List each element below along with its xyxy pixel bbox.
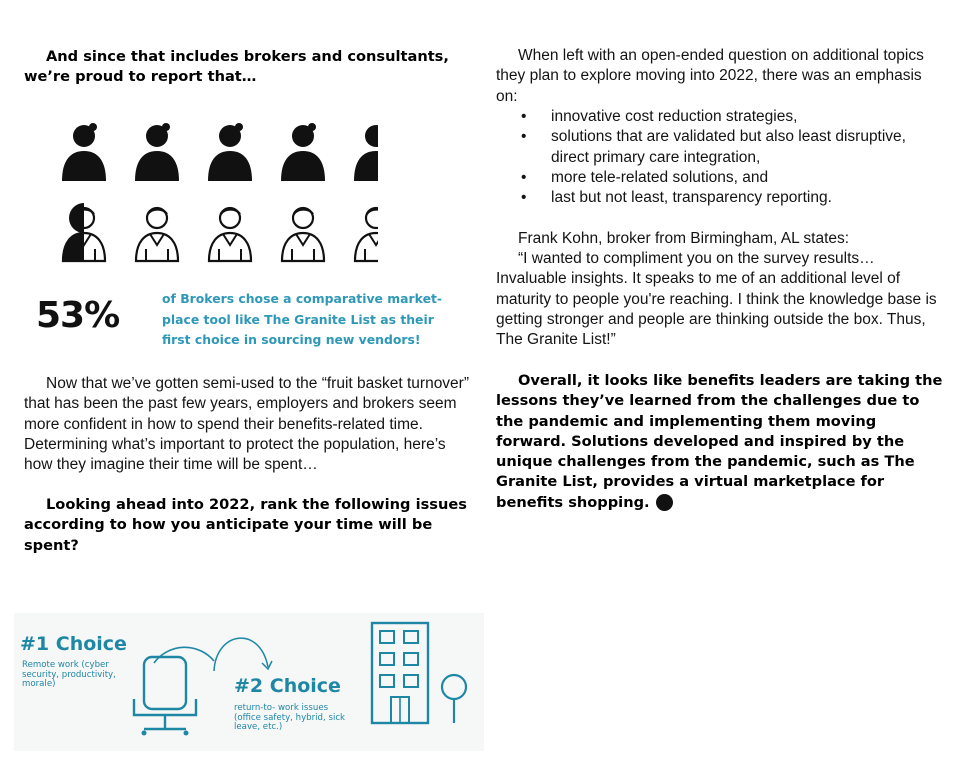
person-half-filled-icon <box>63 203 105 261</box>
paragraph-turnover: Now that we’ve gotten semi-used to the “fruit basket turnover” that has been the past few years, employers and brokers seem more confident in how to spend their benefits-related time. Determining what’s important to protect the population, here’s how they imagine their time will be spent… <box>24 375 470 474</box>
bullet-icon: • <box>521 128 527 146</box>
person-filled-icon <box>135 123 179 181</box>
people-icon-grid <box>58 123 378 265</box>
stat-description: of Brokers chose a comparative market-place tool like The Granite List as their first choice in sourcing new vendors! <box>162 291 443 347</box>
stat-percentage: 53% <box>36 295 120 336</box>
list-item: • solutions that are validated but also least disruptive, direct primary care integration, <box>521 128 906 166</box>
person-outline-icon <box>136 208 178 261</box>
list-item: • last but not least, transparency reporting. <box>496 188 946 208</box>
person-filled-icon <box>354 123 378 181</box>
conclusion-paragraph: Overall, it looks like benefits leaders are taking the lessons they’ve learned from the challenges due to the pandemic and implementing them moving forward. Solutions developed and inspired by the unique challenges from the pandemic, such as The Granite List, provides a virtual marketplace for benefits shopping. CB <box>496 372 943 511</box>
person-filled-icon <box>62 123 106 181</box>
first-choice-title: #1 Choice <box>20 633 127 655</box>
cb-logo-icon: CB <box>656 494 673 511</box>
topics-intro: When left with an open-ended question on additional topics they plan to explore moving into 2022, there was an emphasis on: <box>496 47 924 105</box>
topics-list <box>496 107 946 208</box>
person-outline-icon <box>282 208 324 261</box>
second-choice-title: #2 Choice <box>234 675 341 697</box>
second-choice-description: return-to- work issues (office safety, hybrid, sick leave, etc.) <box>234 703 346 732</box>
first-choice-description: Remote work (cyber security, productivity, morale) <box>22 660 116 689</box>
list-item: • innovative cost reduction strategies, <box>496 107 946 127</box>
person-filled-icon <box>281 123 325 181</box>
intro-heading: And since that includes brokers and consultants, we’re proud to report that… <box>24 48 449 86</box>
person-outline-icon <box>355 208 378 261</box>
bullet-icon: • <box>521 168 527 186</box>
list-item: • more tele-related solutions, and <box>496 168 946 188</box>
person-outline-icon <box>209 208 251 261</box>
broker-quote: “I wanted to compliment you on the survey results… Invaluable insights. It speaks to me of an additional level of maturity to people you're reaching. I think the knowledge base is getting stronger and people are thinking outside the box. Thus, The Granite List!” <box>496 250 937 349</box>
curved-arrow-icon <box>210 621 280 677</box>
ranking-question: Looking ahead into 2022, rank the following issues according to how you anticipate your time will be spent? <box>24 496 467 554</box>
choices-infographic <box>14 613 484 751</box>
person-filled-icon <box>208 123 252 181</box>
quote-attribution: Frank Kohn, broker from Birmingham, AL states: <box>518 230 850 247</box>
bullet-icon: • <box>521 189 527 207</box>
bullet-icon: • <box>521 108 527 125</box>
office-building-icon <box>364 617 474 729</box>
